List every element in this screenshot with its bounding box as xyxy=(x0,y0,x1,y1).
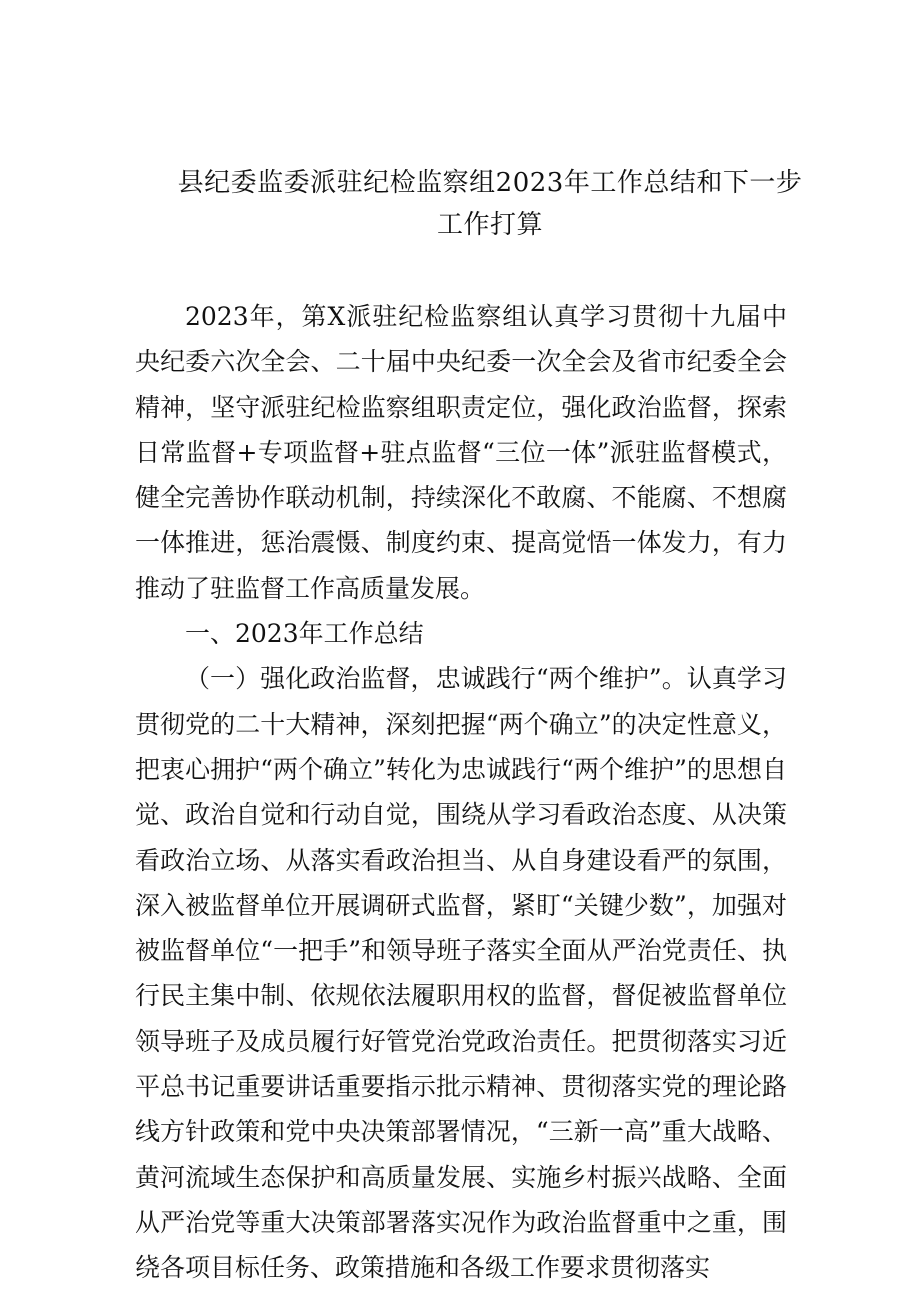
section-heading: 一、2023年工作总结 xyxy=(185,619,424,649)
intro-paragraph: 2023年，第X派驻纪检监察组认真学习贯彻十九届中央纪委六次全会、二十届中央纪委一次全会及省市纪委全会精神，坚守派驻纪检监察组职责定位，强化政治监督，探索日常监督+专项监督+驻点监督“三位一体”派驻监督模式，健全完善协作联动机制，持续深化不敢腐、不能腐、不想腐一体推进，惩治震慑、制度约束、提高觉悟一体发力，有力推动了驻监督工作高质量发展。 xyxy=(135,302,787,603)
document-body xyxy=(135,294,787,1291)
section-paragraph-1: （一）强化政治监督，忠诚践行“两个维护”。认真学习贯彻党的二十大精神，深刻把握“两个确立”的决定性意义，把衷心拥护“两个确立”转化为忠诚践行“两个维护”的思想自觉、政治自觉和行动自觉，围绕从学习看政治态度、从决策看政治立场、从落实看政治担当、从自身建设看严的氛围，深入被监督单位开展调研式监督，紧盯“关键少数”，加强对被监督单位“一把手”和领导班子落实全面从严治党责任、执行民主集中制、依规依法履职用权的监督，督促被监督单位领导班子及成员履行好管党治党政治责任。把贯彻落实习近平总书记重要讲话重要指示批示精神、贯彻落实党的理论路线方针政策和党中央决策部署情况，“三新一高”重大战略、黄河流域生态保护和高质量发展、实施乡村振兴战略、全面从严治党等重大决策部署落实况作为政治监督重中之重，围绕各项目标任务、政策措施和各级工作要求贯彻落实 xyxy=(135,664,787,1283)
document-title: 县纪委监委派驻纪检监察组2023年工作总结和下一步工作打算 xyxy=(177,168,803,240)
